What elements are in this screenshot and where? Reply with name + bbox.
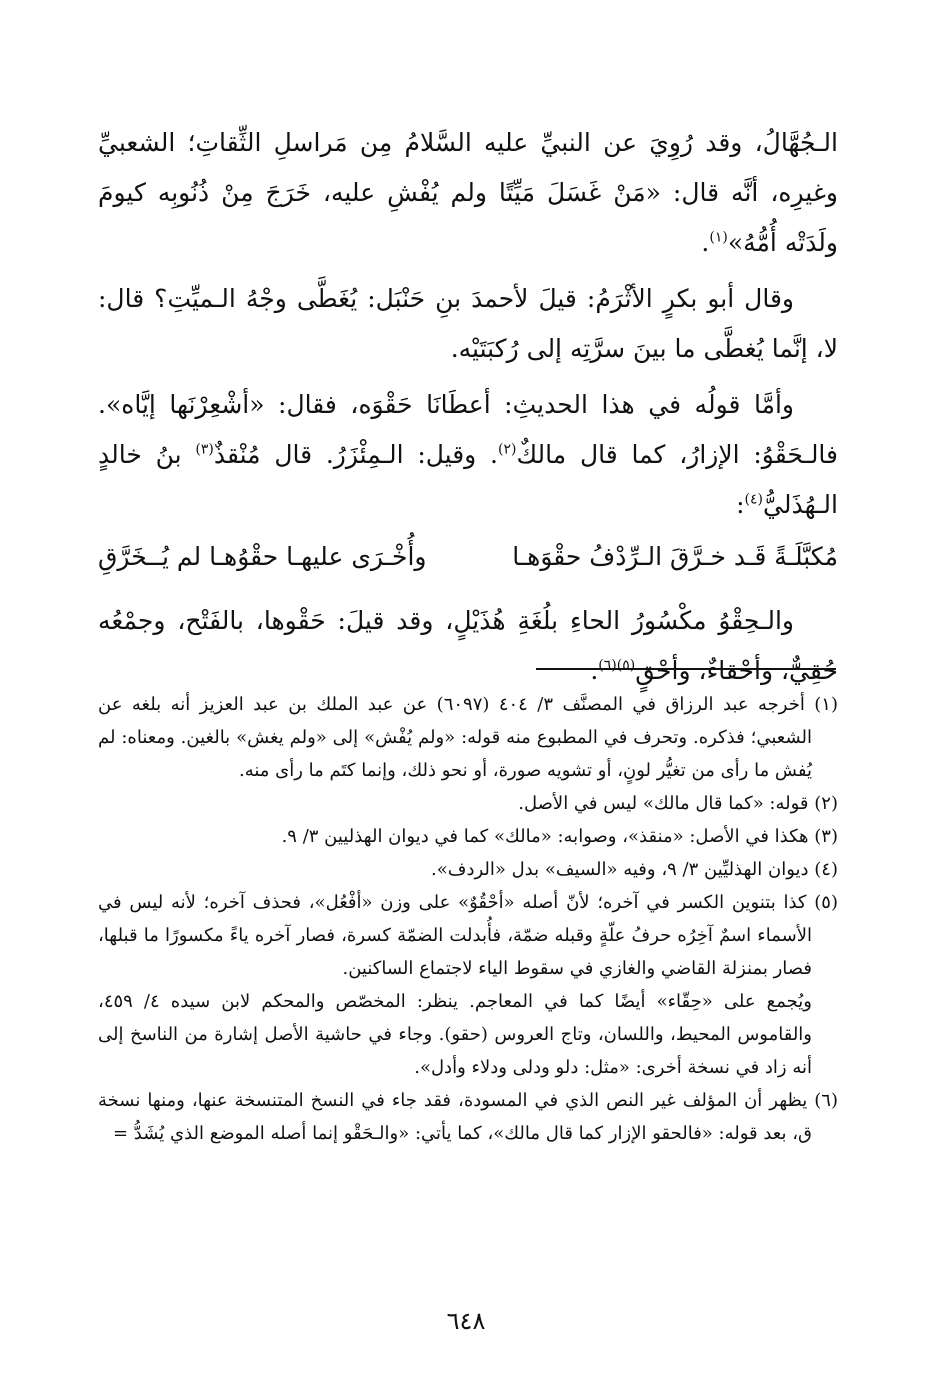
footnotes	[98, 688, 838, 1150]
paragraph-3-text-a: وأمَّا قولُه في هذا الحديثِ: أعطَانَا حَقْوَه، فقال: «أشْعِرْنَها إيَّاه». فالـحَقْوُ: الإزارُ، كما قال مالكٌ	[98, 390, 838, 469]
footnote-ref-2[interactable]: (٢)	[498, 441, 517, 458]
verse-second-hemistich: وأُخْـرَى عليهـا حقْوُهـا لم يُــخَرَّقِ	[98, 542, 427, 571]
footnote-separator	[536, 668, 836, 670]
footnote-ref-4[interactable]: (٤)	[744, 491, 763, 508]
footnote-5: (٥) كذا بتنوين الكسر في آخره؛ لأنّ أصله «أحْقُوٌ» على وزن «أفْعُل»، فحذف آخره؛ لأنه ليس في الأسماء اسمٌ آخِرُه حرفُ علّةٍ وقبله ضمّة، فأُبدلت الضمّة كسرة، فصار آخره ياءً مكسورًا ما قبلها، فصار بمنزلة القاضي والغازي في سقوط الياء لاجتماع الساكنين.	[98, 892, 838, 979]
footnote-5-continued: ويُجمع على «حِقّاء» أيضًا كما في المعاجم. ينظر: المخصّص والمحكم لابن سيده ٤/ ٤٥٩، والقاموس المحيط، واللسان، وتاج العروس (حقو). وجاء في حاشية الأصل إشارة من الناسخ إلى أنه زاد في نسخة أخرى: «مثل: دلو ودلى ودلاء وأدل».	[98, 991, 812, 1078]
paragraph-4	[98, 596, 838, 696]
footnote-4: (٤) ديوان الهذليِّين ٣/ ٩، وفيه «السيف» بدل «الردف».	[431, 859, 838, 880]
paragraph-3-text-b: . وقيل: الـمِئْزَرُ. قال مُنْقذٌ	[213, 440, 498, 469]
page-number: ٦٤٨	[446, 1307, 486, 1335]
poetry-verse	[98, 532, 838, 582]
footnote-ref-5-6[interactable]: (٥)(٦)	[598, 657, 636, 674]
paragraph-3-text-c: بنُ خالدٍ الـهُذَليُّ	[98, 440, 838, 519]
paragraph-1	[98, 118, 838, 268]
footnote-1: (١) أخرجه عبد الرزاق في المصنَّف ٣/ ٤٠٤ (٦٠٩٧) عن عبد الملك بن عبد العزيز أنه بلغه عن الشعبي؛ فذكره. وتحرف في المطبوع منه قوله: «ولم يُفْش» إلى «ولم يغش» بالغين. ومعناه: لم يُفش ما رأى من تغيُّر لونٍ، أو تشويه صورة، أو نحو ذلك، وإنما كتَم ما رأى منه.	[98, 694, 838, 781]
footnote-ref-1[interactable]: (١)	[709, 229, 728, 246]
paragraph-3	[98, 380, 838, 530]
paragraph-4-text: والـحِقْوُ مكْسُورُ الحاءِ بلُغَةِ هُذَيْلٍ، وقد قيلَ: حَقْوها، بالفَتْح، وجمْعُه حُقِيٌّ، وأحْقاءٌ، وأحْقٍ	[98, 606, 838, 685]
verse-first-hemistich: مُكبَّلَـةً قَـد خـرَّقَ الـرِّدْفُ حقْوَهـا	[512, 542, 838, 571]
footnote-2: (٢) قوله: «كما قال مالك» ليس في الأصل.	[518, 793, 838, 814]
paragraph-3-end: :	[736, 490, 745, 519]
footnote-6: (٦) يظهر أن المؤلف غير النص الذي في المسودة، فقد جاء في النسخ المتنسخة عنها، ومنها نسخة ق، بعد قوله: «فالحقو الإزار كما قال مالك»، كما يأتي: «والـحَقْو إنما أصله الموضع الذي يُشَدُّ =	[98, 1090, 838, 1144]
paragraph-4-end: .	[590, 656, 599, 685]
paragraph-1-text: الـجُهَّالُ، وقد رُوِيَ عن النبيِّ عليه السَّلامُ مِن مَراسلِ الثِّقاتِ؛ الشعبيِّ وغيرِه، أنَّه قال: «مَنْ غَسَلَ مَيِّتًا ولم يُفْشِ عليه، خَرَجَ مِنْ ذُنُوبِه كيومَ ولَدَتْه أُمُّهُ»	[98, 128, 838, 257]
paragraph-1-end: .	[701, 228, 710, 257]
footnote-ref-3[interactable]: (٣)	[195, 441, 214, 458]
main-text	[98, 118, 838, 696]
paragraph-2: وقال أبو بكرٍ الأثْرَمُ: قيلَ لأحمدَ بنِ حَنْبَل: يُغَطَّى وجْهُ الـميِّتِ؟ قال: لا، إنَّما يُغطَّى ما بينَ سرَّتِه إلى رُكبَتَيْه.	[98, 284, 838, 363]
footnote-3: (٣) هكذا في الأصل: «منقذ»، وصوابه: «مالك» كما في ديوان الهذليين ٣/ ٩.	[281, 826, 838, 847]
